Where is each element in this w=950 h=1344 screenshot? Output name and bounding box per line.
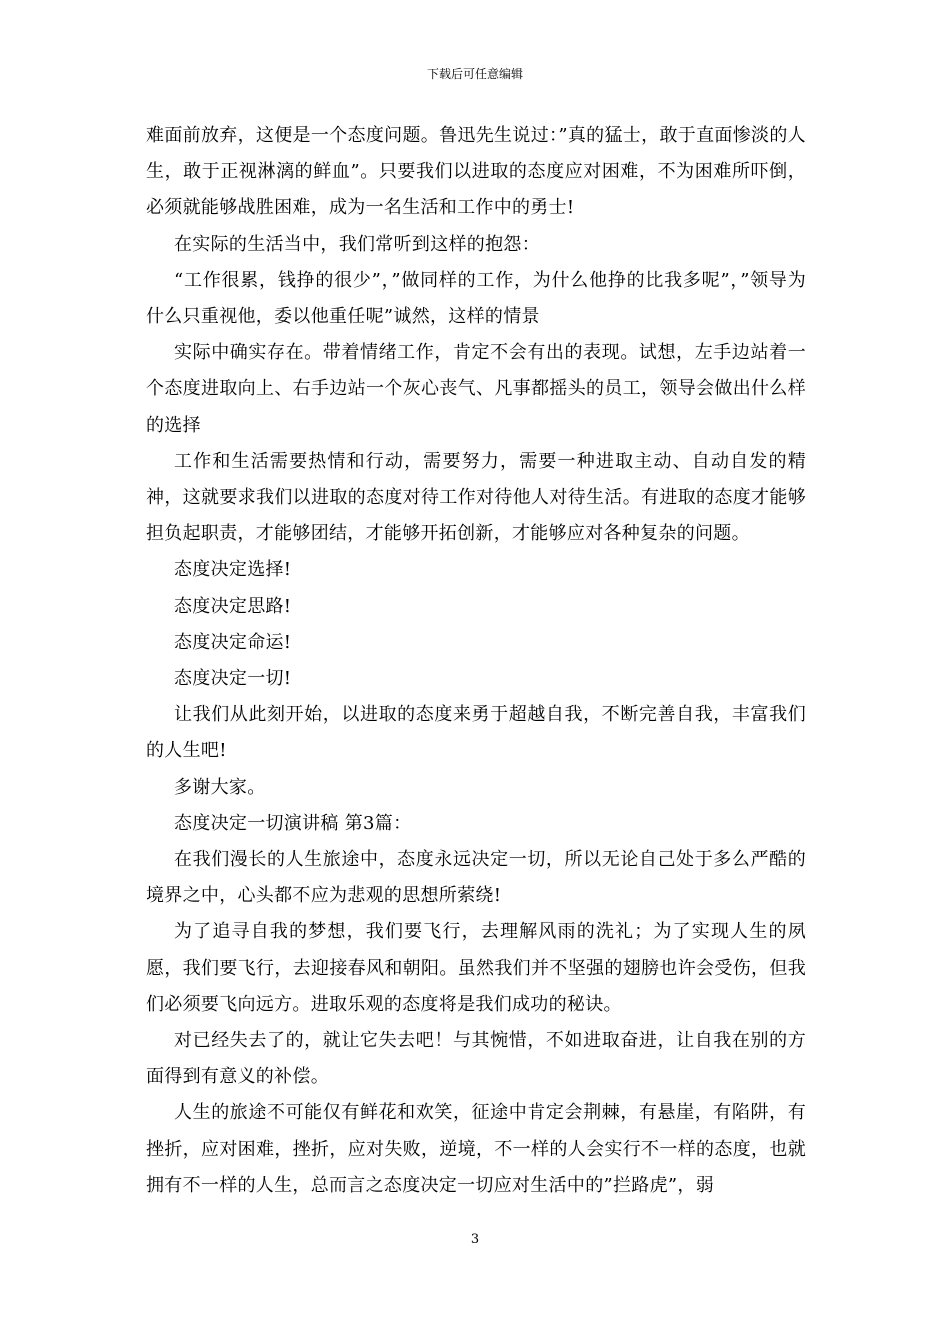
paragraph-2: 在实际的生活当中，我们常听到这样的抱怨： (174, 233, 540, 255)
paragraph-1: 难面前放弃，这便是一个态度问题。鲁迅先生说过：”真的猛士，敢于直面惨淡的人生，敢于正视淋漓的鲜血”。只要我们以进取的态度应对困难，不为困难所吓倒，必须就能够战胜困难，成为一名生活和工作中的勇士! (146, 125, 806, 219)
page-header: 下载后可任意编辑 (426, 67, 523, 81)
paragraph-14: 为了追寻自我的梦想，我们要飞行，去理解风雨的洗礼；为了实现人生的夙愿，我们要飞行，去迎接春风和朝阳。虽然我们并不坚强的翅膀也许会受伤，但我们必须要飞向远方。进取乐观的态度将是我们成功的秘诀。 (146, 921, 806, 1015)
paragraph-16: 人生的旅途不可能仅有鲜花和欢笑，征途中肯定会荆棘，有悬崖，有陷阱，有挫折，应对困难，挫折，应对失败，逆境，不一样的人会实行不一样的态度，也就拥有不一样的人生，总而言之态度决定一切应对生活中的”拦路虎”，弱 (146, 1102, 806, 1196)
paragraph-8: 态度决定命运! (174, 631, 292, 653)
paragraph-4: 实际中确实存在。带着情绪工作，肯定不会有出的表现。试想，左手边站着一个态度进取向上、右手边站一个灰心丧气、凡事都摇头的员工，领导会做出什么样的选择 (146, 342, 806, 436)
paragraph-6: 态度决定选择! (174, 559, 292, 581)
page-number: 3 (470, 1232, 480, 1247)
paragraph-9: 态度决定一切! (174, 668, 292, 690)
paragraph-13: 在我们漫长的人生旅途中，态度永远决定一切，所以无论自己处于多么严酷的境界之中，心头都不应为悲观的思想所萦绕! (146, 849, 806, 907)
section-heading: 态度决定一切演讲稿 第3篇： (174, 812, 412, 834)
paragraph-11: 多谢大家。 (174, 776, 266, 798)
document-body (146, 118, 806, 1204)
paragraph-10: 让我们从此刻开始，以进取的态度来勇于超越自我，不断完善自我，丰富我们的人生吧! (146, 704, 806, 762)
paragraph-15: 对已经失去了的，就让它失去吧！与其惋惜，不如进取奋进，让自我在别的方面得到有意义的补偿。 (146, 1030, 806, 1088)
paragraph-7: 态度决定思路! (174, 595, 292, 617)
paragraph-3: “工作很累，钱挣的很少”，”做同样的工作，为什么他挣的比我多呢”，”领导为什么只重视他，委以他重任呢”诚然，这样的情景 (146, 269, 806, 328)
paragraph-5: 工作和生活需要热情和行动，需要努力，需要一种进取主动、自动自发的精神，这就要求我们以进取的态度对待工作对待他人对待生活。有进取的态度才能够担负起职责，才能够团结，才能够开拓创新，才能够应对各种复杂的问题。 (146, 450, 806, 545)
